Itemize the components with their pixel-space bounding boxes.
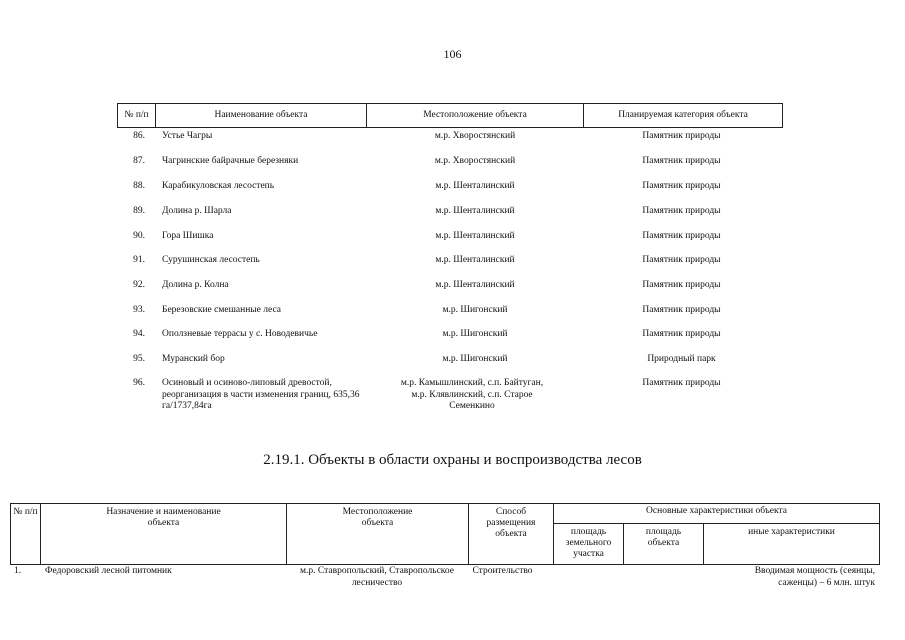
table1-row-name: Устье Чагры bbox=[162, 131, 213, 141]
table1-row-location: м.р. Шенталинский bbox=[435, 280, 515, 290]
table1-row-name: Оползневые террасы у с. Новодевичье bbox=[162, 329, 318, 339]
table2-row-name: Федоровский лесной питомник bbox=[45, 566, 172, 576]
table1-row-category: Памятник природы bbox=[642, 378, 721, 388]
table1-row-location: м.р. Шигонский bbox=[442, 329, 508, 339]
table1-row-no: 90. bbox=[133, 231, 145, 241]
table1-row-location: м.р. Шенталинский bbox=[435, 255, 515, 265]
table1-row-category: Памятник природы bbox=[642, 231, 721, 241]
table2-header-land-area: площадь земельного участка bbox=[554, 524, 624, 564]
table1-row-category: Памятник природы bbox=[642, 255, 721, 265]
table1-row-name: Березовские смешанные леса bbox=[162, 305, 282, 315]
table2-header-object-area: площадь объекта bbox=[624, 524, 704, 564]
table1-row-location: м.р. Хворостянский bbox=[434, 131, 516, 141]
table1-row-location: м.р. Шенталинский bbox=[435, 181, 515, 191]
table1-row-no: 86. bbox=[133, 131, 145, 141]
table1-row-category: Памятник природы bbox=[642, 131, 721, 141]
table1-row-no: 89. bbox=[133, 206, 145, 216]
table1-row-location: м.р. Хворостянский bbox=[434, 156, 516, 166]
table1-header-name: Наименование объекта bbox=[156, 104, 367, 127]
table2-header bbox=[10, 503, 880, 565]
table1-row-name: Чагринские байрачные березняки bbox=[162, 156, 299, 166]
table1-row-no: 95. bbox=[133, 354, 145, 364]
table1-header-category: Планируемая категория объекта bbox=[618, 110, 748, 120]
table1-row-name: Долина р. Шарла bbox=[162, 206, 232, 216]
table1-row-category: Памятник природы bbox=[642, 181, 721, 191]
table1-row-no: 92. bbox=[133, 280, 145, 290]
table2-row-other: Вводимая мощность (сеянцы, саженцы) – 6 млн. штук bbox=[754, 566, 875, 588]
table1-header-location: Местоположение объекта bbox=[367, 104, 584, 127]
table2-header-no: № п/п bbox=[11, 504, 41, 564]
table1-row-no: 94. bbox=[133, 329, 145, 339]
table1-row-name: Гора Шишка bbox=[162, 231, 214, 241]
table1-row-location: м.р. Шенталинский bbox=[435, 231, 515, 241]
table2-row-no: 1. bbox=[14, 566, 22, 576]
table1-row-name: Карабикуловская лесостепь bbox=[162, 181, 275, 191]
table1-header bbox=[117, 103, 783, 128]
table1-row-location: м.р. Шигонский bbox=[442, 305, 508, 315]
table1-row-category: Памятник природы bbox=[642, 280, 721, 290]
table2-row-method: Строительство bbox=[472, 566, 533, 576]
table1-row-name: Осиновый и осиново-липовый древостой, реорганизация в части изменения границ, 635,36 га/1737,84га bbox=[162, 378, 360, 411]
table1-row-name: Сурушинская лесостепь bbox=[162, 255, 260, 265]
table1-row-category: Памятник природы bbox=[642, 305, 721, 315]
table2-row-location: м.р. Ставропольский, Ставропольское лесничество bbox=[300, 566, 454, 588]
table1-row-category: Памятник природы bbox=[642, 206, 721, 216]
table1-row-location: м.р. Шенталинский bbox=[435, 206, 515, 216]
table2-header-name: Назначение и наименование объекта bbox=[41, 504, 287, 564]
table1-row-name: Долина р. Колна bbox=[162, 280, 229, 290]
table1-row-no: 93. bbox=[133, 305, 145, 315]
table1-row-category: Памятник природы bbox=[642, 156, 721, 166]
table1-row-name: Муранский бор bbox=[162, 354, 225, 364]
table1-row-category: Памятник природы bbox=[642, 329, 721, 339]
table1-row-no: 91. bbox=[133, 255, 145, 265]
table1-row-no: 87. bbox=[133, 156, 145, 166]
table1-row-no: 96. bbox=[133, 378, 145, 388]
table2-header-location: Местоположение объекта bbox=[287, 504, 469, 564]
table2-header-other: иные характеристики bbox=[748, 527, 835, 537]
section-title: 2.19.1. Объекты в области охраны и воспроизводства лесов bbox=[263, 452, 642, 468]
table1-row-no: 88. bbox=[133, 181, 145, 191]
table1-row-location: м.р. Камышлинский, с.п. Байтуган, м.р. Клявлинский, с.п. Старое Семенкино bbox=[400, 378, 544, 411]
table1-row-location: м.р. Шигонский bbox=[442, 354, 508, 364]
table2-header-method: Способ размещения объекта bbox=[469, 504, 554, 564]
table1-header-no: № п/п bbox=[118, 104, 156, 127]
table1-row-category: Природный парк bbox=[647, 354, 716, 364]
table2-header-main: Основные характеристики объекта bbox=[554, 504, 879, 524]
page-number: 106 bbox=[443, 47, 462, 61]
